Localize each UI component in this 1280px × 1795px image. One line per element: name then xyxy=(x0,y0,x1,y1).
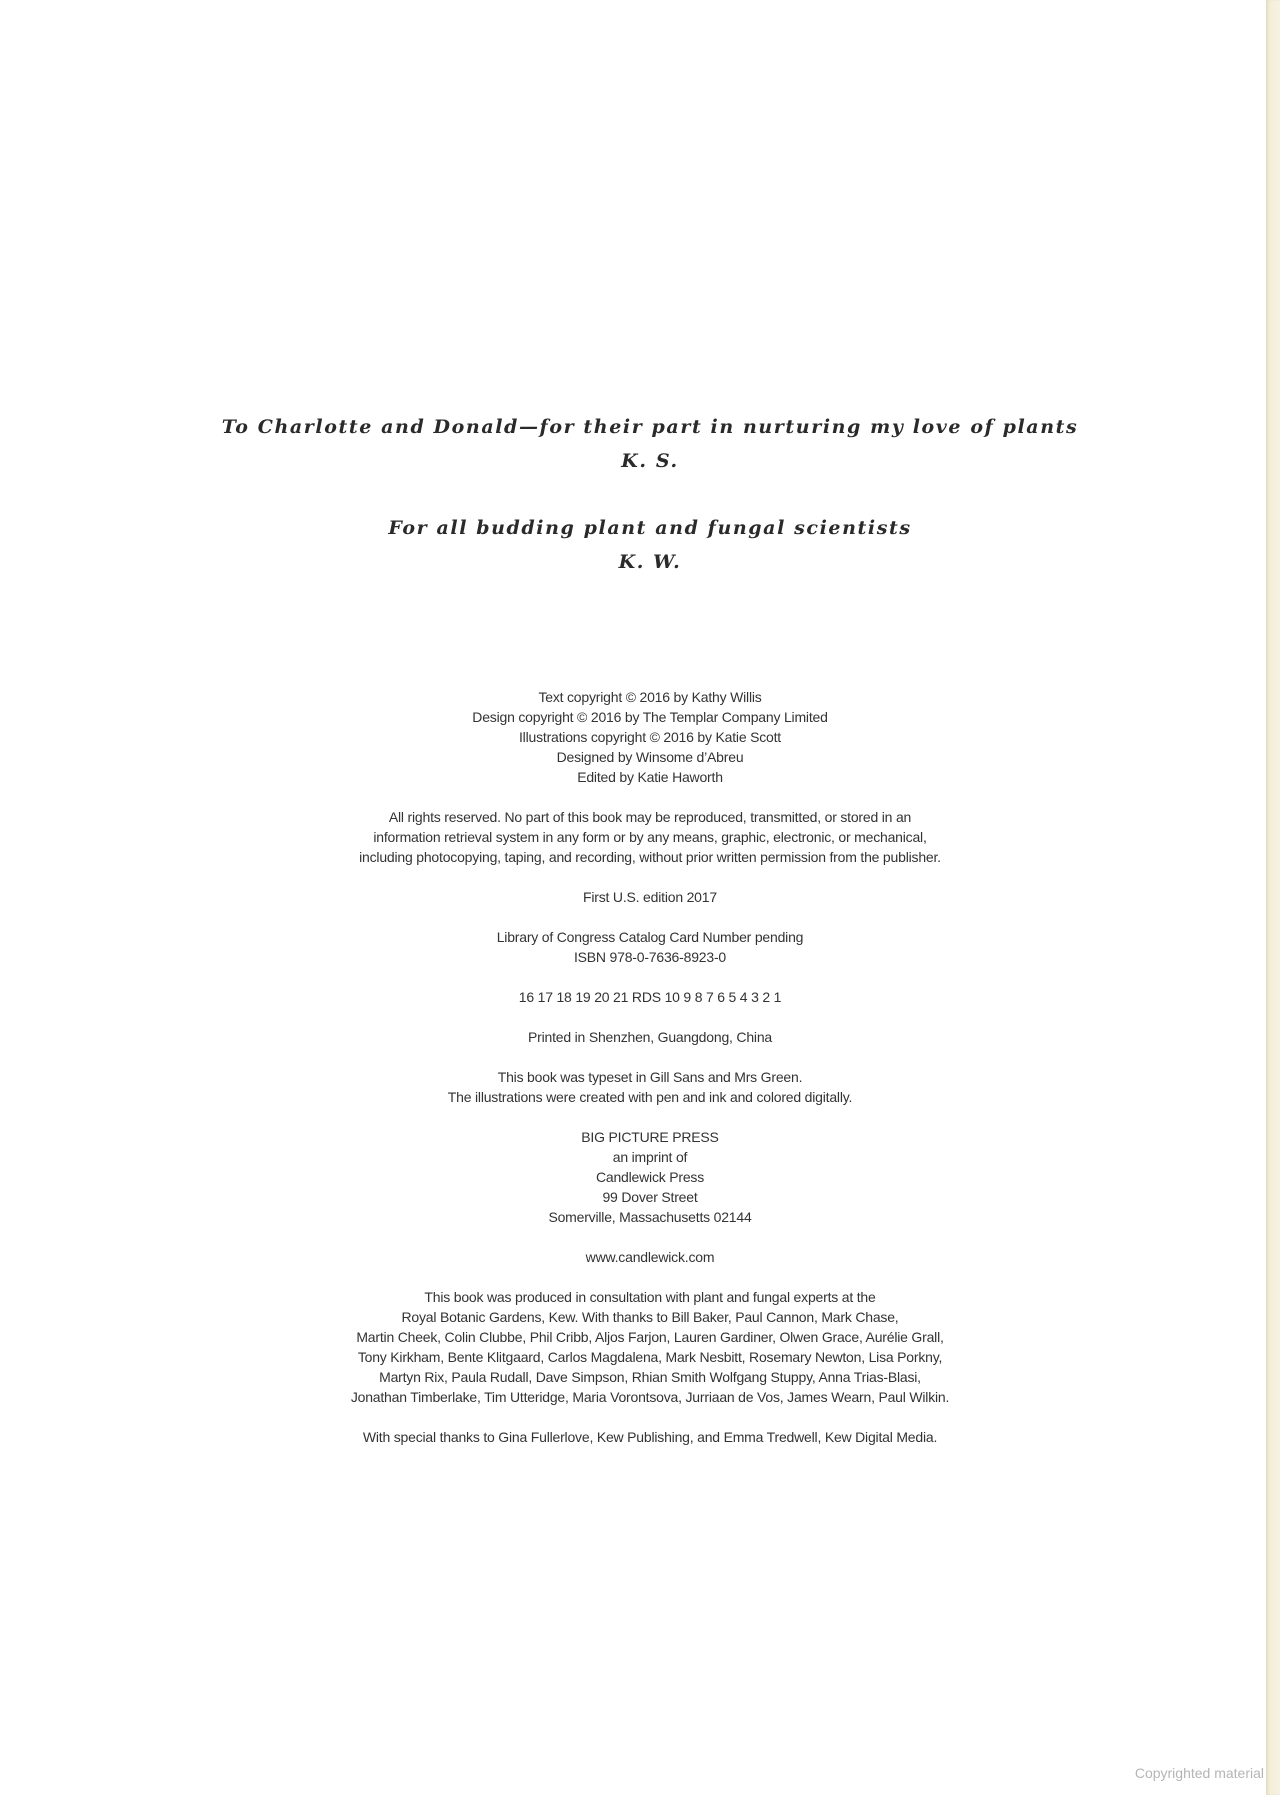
rights-line: information retrieval system in any form or by any means, graphic, electronic, or mechanical, xyxy=(373,829,927,845)
publisher-line: Candlewick Press xyxy=(595,1169,705,1185)
credit-line: Design copyright © 2016 by The Templar Company Limited xyxy=(472,709,828,725)
dedication-1-initials: K. S. xyxy=(621,450,679,472)
website-block xyxy=(0,1247,1280,1267)
consultation-block xyxy=(0,1287,1280,1407)
print-line: 16 17 18 19 20 21 RDS 10 9 8 7 6 5 4 3 2 1 xyxy=(518,989,782,1005)
edition-line: First U.S. edition 2017 xyxy=(583,889,717,905)
rights-line: including photocopying, taping, and recording, without prior written permission from the publisher. xyxy=(359,849,941,865)
consultation-line: Tony Kirkham, Bente Klitgaard, Carlos Magdalena, Mark Nesbitt, Rosemary Newton, Lisa Porkny, xyxy=(357,1349,943,1365)
consultation-line: Martin Cheek, Colin Clubbe, Phil Cribb, Aljos Farjon, Lauren Gardiner, Olwen Grace, Aurélie Grall, xyxy=(356,1329,944,1345)
credit-line: Designed by Winsome d’Abreu xyxy=(556,749,744,765)
rights-line: All rights reserved. No part of this book may be reproduced, transmitted, or stored in an xyxy=(388,809,912,825)
credit-line: Illustrations copyright © 2016 by Katie Scott xyxy=(518,729,781,745)
publisher-line: Somerville, Massachusetts 02144 xyxy=(548,1209,752,1225)
credits-block xyxy=(0,687,1280,787)
dedication-1-text: To Charlotte and Donald—for their part in nurturing my love of plants xyxy=(221,416,1079,438)
website-line: www.candlewick.com xyxy=(585,1249,715,1265)
printed-in-line: Printed in Shenzhen, Guangdong, China xyxy=(527,1029,772,1045)
publisher-block xyxy=(0,1127,1280,1227)
lccn-line: Library of Congress Catalog Card Number pending xyxy=(496,929,804,945)
dedication-2 xyxy=(0,511,1280,579)
rights-block xyxy=(0,807,1280,867)
isbn-line: ISBN 978-0-7636-8923-0 xyxy=(573,949,727,965)
publisher-line: 99 Dover Street xyxy=(602,1189,698,1205)
edition-block xyxy=(0,887,1280,907)
special-thanks-block xyxy=(0,1427,1280,1447)
dedication-2-initials: K. W. xyxy=(618,551,682,573)
special-thanks-line: With special thanks to Gina Fullerlove, Kew Publishing, and Emma Tredwell, Kew Digital Media. xyxy=(362,1429,938,1445)
consultation-line: This book was produced in consultation with plant and fungal experts at the xyxy=(424,1289,876,1305)
copyrighted-material-label: Copyrighted material xyxy=(1134,1765,1264,1781)
typeset-line: The illustrations were created with pen and ink and colored digitally. xyxy=(447,1089,853,1105)
printed-in-block xyxy=(0,1027,1280,1047)
publisher-line: an imprint of xyxy=(612,1149,688,1165)
credit-line: Text copyright © 2016 by Kathy Willis xyxy=(538,689,762,705)
dedication-1 xyxy=(0,410,1280,478)
page-edge-strip xyxy=(1266,0,1280,1795)
typeset-block xyxy=(0,1067,1280,1107)
consultation-line: Martyn Rix, Paula Rudall, Dave Simpson, Rhian Smith Wolfgang Stuppy, Anna Trias-Blasi, xyxy=(379,1369,921,1385)
colophon xyxy=(0,687,1280,1467)
credit-line: Edited by Katie Haworth xyxy=(577,769,723,785)
print-line-block xyxy=(0,987,1280,1007)
publisher-line: BIG PICTURE PRESS xyxy=(581,1129,719,1145)
typeset-line: This book was typeset in Gill Sans and Mrs Green. xyxy=(497,1069,803,1085)
consultation-line: Jonathan Timberlake, Tim Utteridge, Maria Vorontsova, Jurriaan de Vos, James Wearn, Paul Wilkin. xyxy=(350,1389,950,1405)
catalog-block xyxy=(0,927,1280,967)
dedication-2-text: For all budding plant and fungal scientists xyxy=(388,517,912,539)
consultation-line: Royal Botanic Gardens, Kew. With thanks to Bill Baker, Paul Cannon, Mark Chase, xyxy=(401,1309,899,1325)
